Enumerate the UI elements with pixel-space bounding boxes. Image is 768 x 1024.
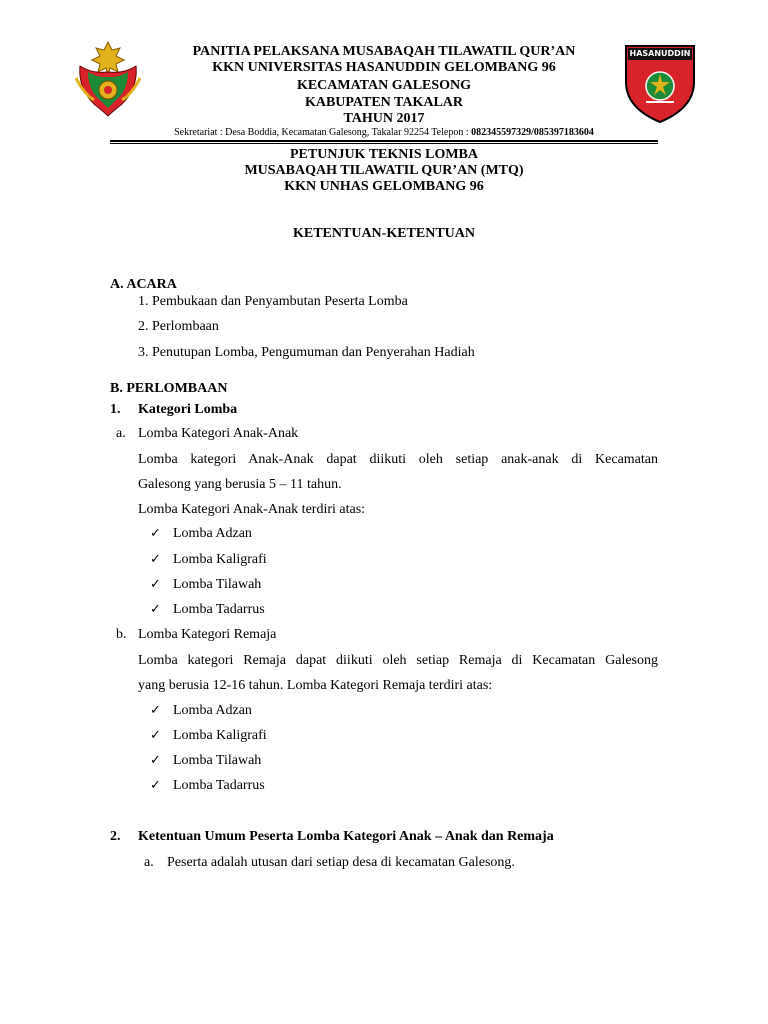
check-icon: ✓ (150, 552, 161, 567)
letterhead-rule-thin (110, 143, 658, 144)
kategori-a-terdiri: Lomba Kategori Anak-Anak terdiri atas: (138, 502, 366, 517)
kategori-a-desc-line-1: Lomba kategori Anak-Anak dapat diikuti oleh setiap anak-anak di Kecamatan (138, 452, 658, 467)
letterhead-line-2: KKN UNIVERSITAS HASANUDDIN GELOMBANG 96 (212, 60, 556, 75)
doc-subtitle: KETENTUAN-KETENTUAN (292, 226, 476, 241)
check-icon: ✓ (150, 778, 161, 793)
letterhead-line-4: KABUPATEN TAKALAR (304, 95, 464, 110)
check-icon: ✓ (150, 703, 161, 718)
section-2-item-a: Peserta adalah utusan dari setiap desa di kecamatan Galesong. (167, 855, 515, 870)
kategori-b-item-3: Lomba Tilawah (173, 753, 262, 768)
kategori-a-item-3: Lomba Tilawah (173, 577, 262, 592)
check-icon: ✓ (150, 753, 161, 768)
kategori-number: 1. (110, 402, 121, 417)
sekretariat-phones: 082345597329/085397183604 (471, 127, 594, 138)
section-a-heading: A. ACARA (110, 277, 177, 292)
section-a-item-3: 3. Penutupan Lomba, Pengumuman dan Penyerahan Hadiah (138, 345, 475, 360)
section-2-heading: Ketentuan Umum Peserta Lomba Kategori Anak – Anak dan Remaja (138, 829, 554, 844)
section-2-item-a-label: a. (144, 855, 154, 870)
kategori-b-item-2: Lomba Kaligrafi (173, 728, 267, 743)
kategori-a-item-2: Lomba Kaligrafi (173, 552, 267, 567)
hasanuddin-emblem-text: HASANUDDIN (629, 49, 691, 58)
doc-title-line-2: MUSABAQAH TILAWATIL QUR’AN (MTQ) (244, 163, 524, 178)
check-icon: ✓ (150, 728, 161, 743)
kategori-b-title: Lomba Kategori Remaja (138, 627, 277, 642)
section-b-heading: B. PERLOMBAAN (110, 381, 228, 396)
doc-title-line-3: KKN UNHAS GELOMBANG 96 (284, 179, 484, 194)
sekretariat-line (0, 127, 768, 139)
letterhead-line-3: KECAMATAN GALESONG (296, 78, 472, 93)
kategori-a-title: Lomba Kategori Anak-Anak (138, 426, 299, 441)
kategori-b-item-4: Lomba Tadarrus (173, 778, 265, 793)
kategori-b-desc-line-1: Lomba kategori Remaja dapat diikuti oleh setiap Remaja di Kecamatan Galesong (138, 653, 658, 668)
check-icon: ✓ (150, 577, 161, 592)
kategori-a-item-4: Lomba Tadarrus (173, 602, 265, 617)
letterhead-rule-thick (110, 140, 658, 142)
check-icon: ✓ (150, 526, 161, 541)
kategori-a-desc-line-2: Galesong yang berusia 5 – 11 tahun. (138, 477, 342, 492)
kategori-a-label: a. (116, 426, 126, 441)
kategori-heading: Kategori Lomba (138, 402, 238, 417)
section-a-item-2: 2. Perlombaan (138, 319, 219, 334)
kategori-b-desc-line-2: yang berusia 12-16 tahun. Lomba Kategori Remaja terdiri atas: (138, 678, 493, 693)
letterhead-line-5: TAHUN 2017 (343, 111, 425, 126)
kategori-a-item-1: Lomba Adzan (173, 526, 252, 541)
kategori-b-label: b. (116, 627, 127, 642)
sekretariat-address: Sekretariat : Desa Boddia, Kecamatan Galesong, Takalar 92254 Telepon : (174, 127, 472, 138)
section-2-number: 2. (110, 829, 121, 844)
check-icon: ✓ (150, 602, 161, 617)
doc-title-line-1: PETUNJUK TEKNIS LOMBA (290, 147, 478, 162)
section-a-item-1: 1. Pembukaan dan Penyambutan Peserta Lomba (138, 294, 408, 309)
kategori-b-item-1: Lomba Adzan (173, 703, 252, 718)
letterhead-line-1: PANITIA PELAKSANA MUSABAQAH TILAWATIL QUR’AN (192, 44, 576, 59)
